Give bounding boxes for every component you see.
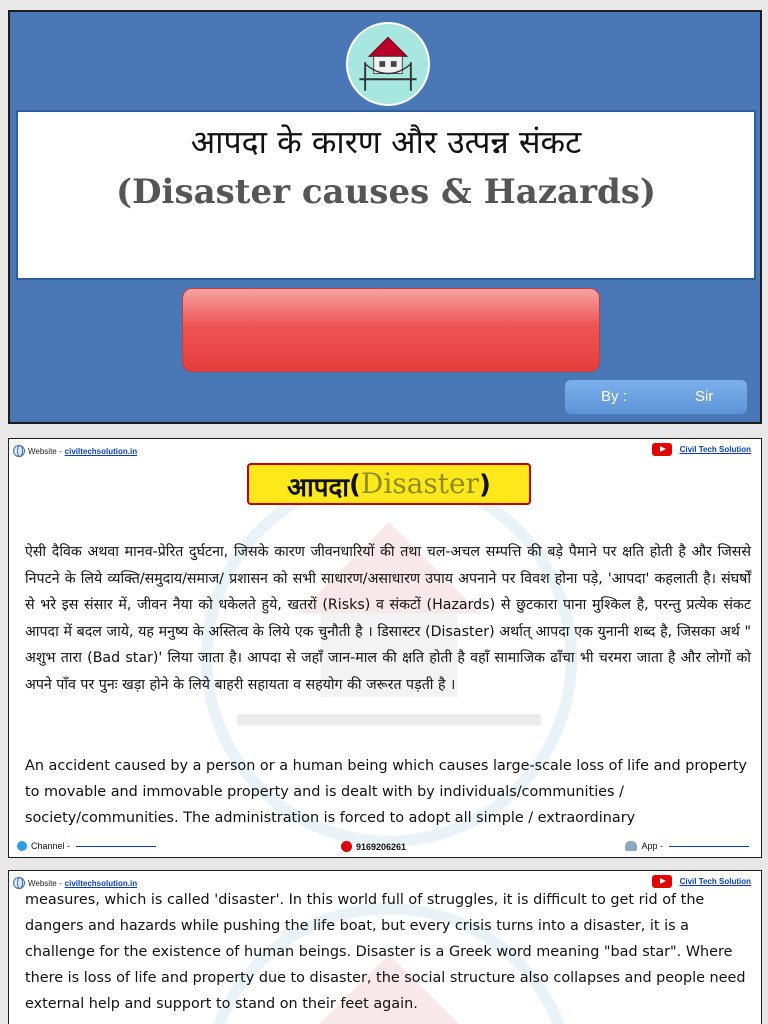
youtube-icon[interactable] — [652, 443, 672, 456]
heading-hindi: आपदा — [287, 473, 350, 503]
youtube-channel[interactable] — [652, 443, 751, 456]
website-link[interactable]: civiltechsolution.in — [64, 878, 138, 888]
channel-label: Channel - — [31, 841, 71, 851]
phone-icon — [341, 841, 352, 852]
app-icon — [625, 841, 637, 851]
english-continuation-paragraph: measures, which is called 'disaster'. In this world full of struggles, it is difficult to get rid of the dangers and hazards while pushing the life boat, but every crisis turns into a disaster, it is a challenge for the existence of human beings. Disaster is a Greek word meaning "bad star". Where there is loss of life and property due to disaster, the social structure also collapses and people need external help and support to stand on their feet again. — [25, 892, 746, 1012]
author-badge — [565, 380, 747, 414]
heading-english: Disaster — [360, 467, 479, 500]
heading-open-paren: ( — [349, 470, 361, 500]
house-bridge-logo-icon — [346, 22, 430, 106]
channel-name-link[interactable]: Civil Tech Solution — [679, 877, 751, 886]
website-label: Website - — [28, 446, 62, 456]
sir-label: Sir — [695, 388, 714, 405]
globe-icon — [13, 445, 25, 457]
heading-close-paren: ) — [478, 470, 491, 500]
app-label: App - — [641, 841, 663, 851]
title-hindi: आपदा के कारण और उत्पन्न संकट — [190, 123, 582, 161]
title-slide — [8, 10, 762, 424]
by-label: By : — [601, 388, 627, 405]
telegram-icon[interactable] — [17, 841, 27, 851]
website-link[interactable]: civiltechsolution.in — [64, 446, 138, 456]
channel-link-line[interactable] — [76, 846, 156, 847]
phone-contact[interactable] — [341, 841, 406, 852]
slide-footer — [9, 839, 761, 853]
website-label: Website - — [28, 878, 62, 888]
channel-name-link[interactable]: Civil Tech Solution — [679, 445, 751, 454]
title-english: (Disaster causes & Hazards) — [115, 172, 657, 212]
hindi-definition-paragraph: ऐसी दैविक अथवा मानव-प्रेरित दुर्घटना, जिसके कारण जीवनधारियों की तथा चल-अचल सम्पत्ति की बड़े पैमाने पर क्षति होती है और जिससे निपटने के लिये व्यक्ति/समुदाय/समाज/ प्रशासन को सभी साधारण/असाधारण उपाय अपनाने पर विवश होना पड़े, 'आपदा' कहलाती है। संघर्षों से भरे इस संसार में, जीवन नैया को धकेलते हुये, खतरों (Risks) व संकटों (Hazards) से छुटकारा पाना मुश्किल है, परन्तु प्रत्येक संकट आपदा में बदल जाये, यह मनुष्य के अस्तित्व के लिये एक चुनौती है । डिसास्टर (Disaster) अर्थात् आपदा एक युनानी शब्द है, जिसका अर्थ " अशुभ तारा (Bad star)' लिया जाता है। आपदा से जहाँ जान-माल की क्षति होती है वहाँ सामाजिक ढाँचा भी चरमरा जाता है और लोगों को अपने पाँव पर पुनः खड़ा होने के लिये बाहरी सहायता व सहयोग की जरूरत पड़ती है । — [25, 544, 751, 693]
section-heading — [247, 463, 531, 505]
globe-icon — [13, 877, 25, 889]
slide-header — [9, 443, 761, 457]
app-link-line[interactable] — [669, 846, 749, 847]
title-box — [16, 110, 756, 280]
english-definition-paragraph: An accident caused by a person or a human being which causes large-scale loss of life and property to movable and immovable property and is dealt with by individuals/communities / society/communities. The administration is forced to adopt all simple / extraordinary — [25, 758, 747, 826]
continuation-slide — [8, 870, 762, 1024]
definition-slide — [8, 438, 762, 858]
telegram-channel[interactable] — [17, 841, 156, 851]
presenter-name-banner — [182, 288, 600, 372]
phone-number[interactable]: 9169206261 — [356, 841, 407, 852]
website-info — [13, 445, 137, 457]
app-info[interactable] — [625, 841, 749, 851]
